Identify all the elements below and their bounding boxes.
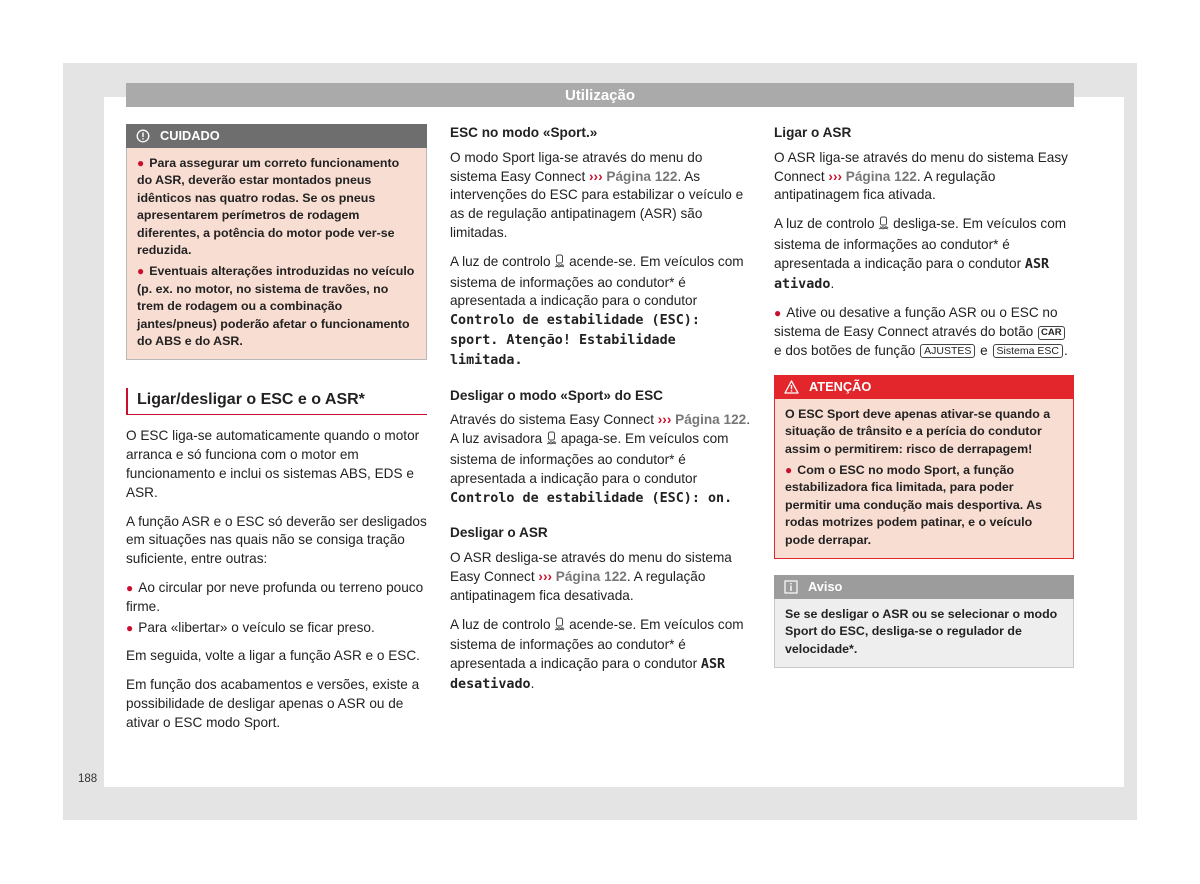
note-text: Se se desligar o ASR ou se selecionar o modo Sport do ESC, desliga-se o regulador de velocidade*. xyxy=(785,607,1058,656)
display-message: ASR ativado xyxy=(774,256,1050,292)
bullet-icon: ● xyxy=(126,620,134,635)
list-item: ● Ao circular por neve profunda ou terreno pouco firme. xyxy=(126,580,424,614)
caution-header xyxy=(126,124,427,148)
paragraph: A luz de controlo acende-se. Em veículos com sistema de informações ao condutor* é apresentada a indicação para o condutor Controlo de estabilidade (ESC): sport. Atenção! Estabilidade limitada. xyxy=(450,253,744,368)
subheading-esc-sport: ESC no modo «Sport.» xyxy=(450,125,598,140)
column-2 xyxy=(450,124,750,705)
page-reference-link[interactable]: Página 122 xyxy=(675,412,747,428)
page-reference-link[interactable]: Página 122 xyxy=(845,168,917,184)
bullet-icon: ● xyxy=(137,156,145,170)
paragraph: Através do sistema Easy Connect ››› Página 122. A luz avisadora apaga-se. Em veículos com sistema de informações ao condutor* é apresentada a indicação para o condutor Controlo de estabilidade (ESC): on. xyxy=(450,412,750,506)
paragraph: O ESC liga-se automaticamente quando o motor arranca e só funciona com o motor em funcionamento e inclui os sistemas ABS, EDS e ASR. xyxy=(126,428,420,500)
caution-title: CUIDADO xyxy=(160,128,220,143)
caution-box xyxy=(126,124,427,360)
note-header xyxy=(774,575,1074,599)
paragraph: Em seguida, volte a ligar a função ASR e o ESC. xyxy=(126,648,420,664)
page-reference-link[interactable]: Página 122 xyxy=(606,168,678,184)
subheading-disable-asr: Desligar o ASR xyxy=(450,525,548,541)
display-message: Controlo de estabilidade (ESC): sport. Atenção! Estabilidade limitada. xyxy=(450,313,700,368)
exclamation-circle-icon xyxy=(136,129,150,143)
bullet-icon: ● xyxy=(137,264,145,279)
traction-control-lamp-icon xyxy=(554,254,565,274)
link-arrow-icon: ››› xyxy=(657,412,672,428)
paragraph: O ASR desliga-se através do menu do sistema Easy Connect ››› Página 122. A regulação antipatinagem fica desativada. xyxy=(450,550,732,603)
list-item: ● Ative ou desative a função ASR ou o ESC no sistema de Easy Connect através do botão CAR e dos botões de função AJUSTES e Sistema ESC . xyxy=(774,305,1068,358)
traction-control-lamp-icon xyxy=(546,431,557,451)
subheading-disable-sport: Desligar o modo «Sport» do ESC xyxy=(450,387,663,403)
caution-item: ● Para assegurar um correto funcionamento do ASR, deverão estar montados pneus idênticos nas quatro rodas. Se os pneus apresentarem perímetros de rodagem diferentes, a potência do motor pode ver-se reduzida. xyxy=(137,156,400,258)
paragraph: A luz de controlo desliga-se. Em veículos com sistema de informações ao condutor* é apresentada a indicação para o condutor ASR ativado. xyxy=(774,216,1067,292)
link-arrow-icon: ››› xyxy=(538,568,553,584)
paragraph: A luz de controlo acende-se. Em veículos com sistema de informações ao condutor* é apresentada a indicação para o condutor ASR desativado. xyxy=(450,616,744,692)
list-item: ● Para «libertar» o veículo se ficar preso. xyxy=(126,619,427,638)
paragraph: O ASR liga-se através do menu do sistema Easy Connect ››› Página 122. A regulação antipatinagem fica ativada. xyxy=(774,149,1068,203)
paragraph: A função ASR e o ESC só deverão ser desligados em situações nas quais não se consiga tração suficiente, entre outras: xyxy=(126,513,427,567)
bullet-icon: ● xyxy=(785,462,793,477)
bullet-icon: ● xyxy=(126,581,134,596)
paragraph: O modo Sport liga-se através do menu do sistema Easy Connect ››› Página 122. As intervenções do ESC para estabilizar o veículo e as de regulação antipatinagem (ASR) são limitadas. xyxy=(450,149,744,240)
note-box xyxy=(774,575,1074,668)
link-arrow-icon: ››› xyxy=(828,168,843,184)
note-body xyxy=(774,599,1074,668)
car-key-button[interactable]: CAR xyxy=(1038,326,1065,340)
note-title: Aviso xyxy=(808,579,843,595)
warning-header xyxy=(774,375,1074,399)
column-3 xyxy=(774,124,1074,678)
warning-box xyxy=(774,375,1074,559)
traction-control-lamp-icon xyxy=(878,216,889,236)
section-title: Ligar/desligar o ESC e o ASR* xyxy=(126,388,427,415)
page-reference-link[interactable]: Página 122 xyxy=(555,568,627,584)
column-1 xyxy=(126,124,427,743)
caution-item: ● Eventuais alterações introduzidas no veículo (p. ex. no motor, no sistema de travões, no trem de rodagem ou a combinação jantes/pneus) poderão afetar o funcionamento do ABS e do ASR. xyxy=(137,264,415,349)
subheading-enable-asr: Ligar o ASR xyxy=(774,125,852,140)
caution-body xyxy=(126,148,427,360)
settings-function-button[interactable]: AJUSTES xyxy=(920,344,975,358)
esc-system-function-button[interactable]: Sistema ESC xyxy=(993,344,1063,358)
warning-item: ● Com o ESC no modo Sport, a função estabilizadora fica limitada, para poder permitir uma condução mais desportiva. As rodas motrizes podem patinar, e o veículo pode derrapar. xyxy=(785,462,1043,547)
warning-triangle-icon xyxy=(784,380,799,394)
page-number: 188 xyxy=(78,773,98,785)
bullet-icon: ● xyxy=(774,306,782,321)
traction-control-lamp-icon xyxy=(554,617,565,637)
warning-body xyxy=(774,399,1074,559)
info-icon xyxy=(784,580,798,594)
link-arrow-icon: ››› xyxy=(589,168,603,184)
page-title: Utilização xyxy=(126,83,1074,107)
display-message: Controlo de estabilidade (ESC): on. xyxy=(450,490,733,506)
display-message: ASR desativado xyxy=(450,657,726,692)
warning-item: O ESC Sport deve apenas ativar-se quando a situação de trânsito e a perícia do condutor assim o permitirem: risco de derrapagem! xyxy=(785,406,1051,456)
warning-title: ATENÇÃO xyxy=(809,378,872,394)
paragraph: Em função dos acabamentos e versões, existe a possibilidade de desligar apenas o ASR ou de ativar o ESC modo Sport. xyxy=(126,677,420,730)
